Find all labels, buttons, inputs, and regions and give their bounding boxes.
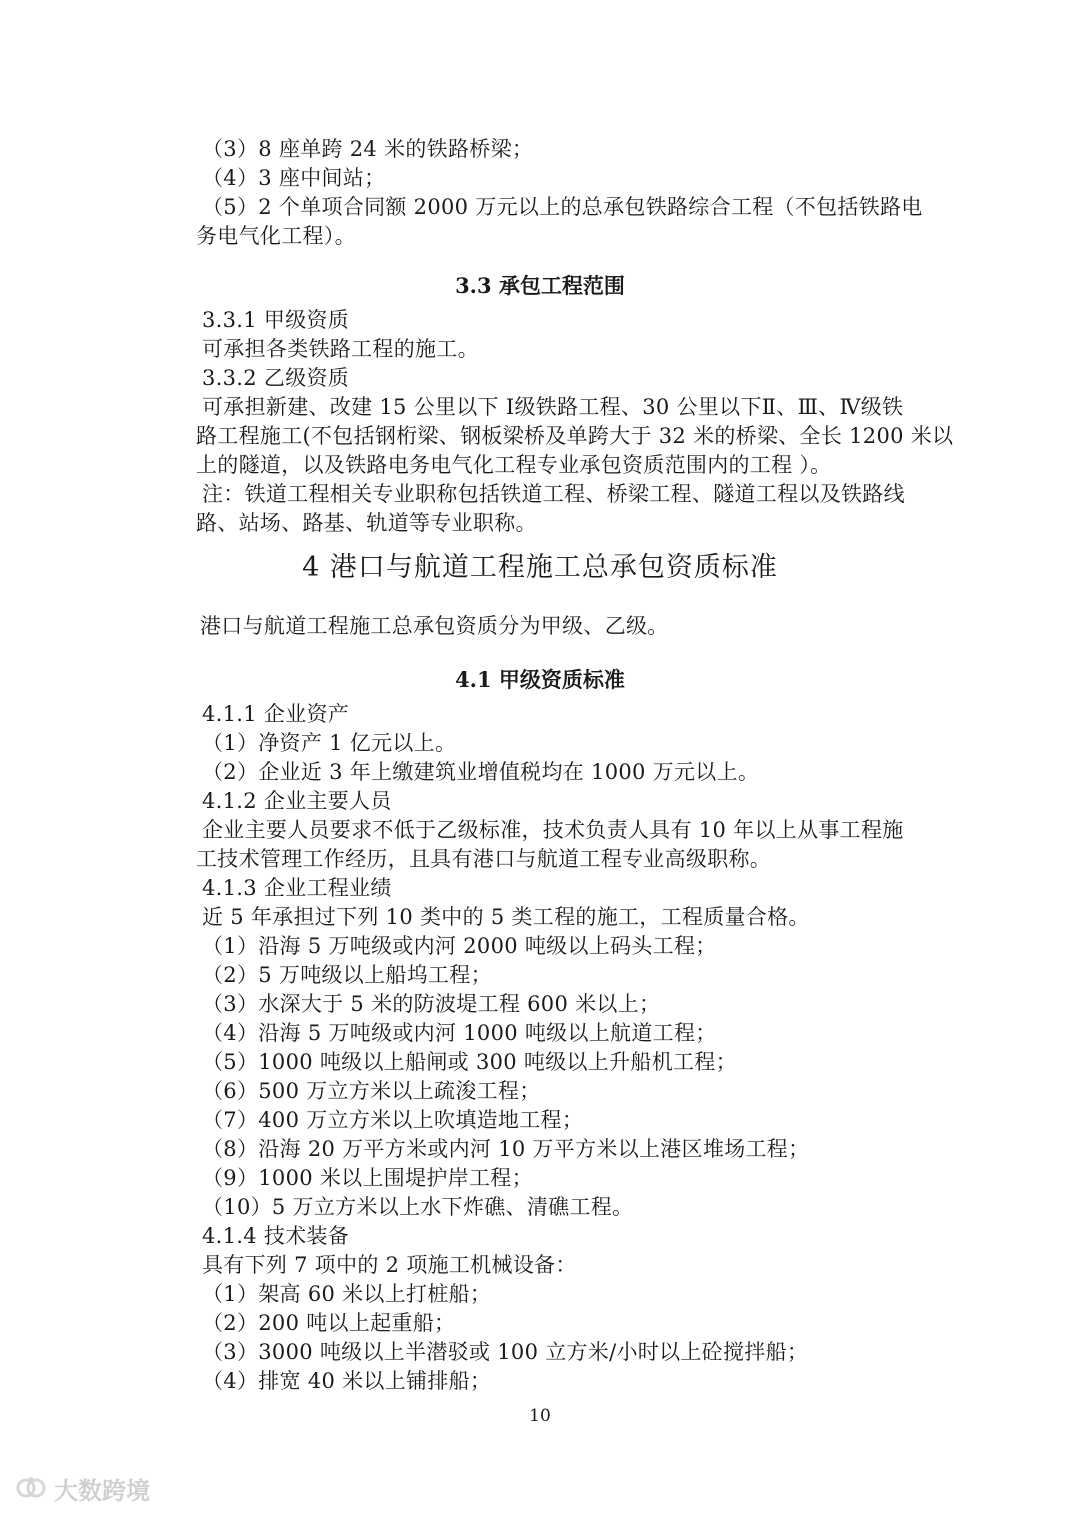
list-item: （4）3 座中间站； [202,166,386,190]
list-item: （9）1000 米以上围堤护岸工程； [202,1166,533,1190]
list-item: （10）5 万立方米以上水下炸礁、清礁工程。 [202,1195,634,1219]
list-item: （1）架高 60 米以上打桩船； [202,1282,492,1306]
section-heading-4-1: 4.1 甲级资质标准 [455,667,625,692]
paragraph-line: 上的隧道，以及铁路电务电气化工程专业承包资质范围内的工程 ）。 [196,453,832,477]
section-heading-3-3: 3.3 承包工程范围 [455,273,625,298]
paragraph-line: 路工程施工(不包括钢桁梁、钢板梁桥及单跨大于 32 米的桥梁、全长 1200 米以 [196,424,954,448]
paragraph-line: 具有下列 7 项中的 2 项施工机械设备： [202,1253,577,1277]
subsection-heading: 4.1.1 企业资产 [202,702,350,726]
list-item: （3）3000 吨级以上半潜驳或 100 立方米/小时以上砼搅拌船； [202,1340,809,1364]
watermark-text: 大数跨境 [54,1476,150,1505]
list-item: （3）8 座单跨 24 米的铁路桥梁； [202,137,534,161]
list-item: （2）企业近 3 年上缴建筑业增值税均在 1000 万元以上。 [202,760,760,784]
list-item: （6）500 万立方米以上疏浚工程； [202,1079,541,1103]
list-item: （4）沿海 5 万吨级或内河 1000 吨级以上航道工程； [202,1021,717,1045]
chapter-intro: 港口与航道工程施工总承包资质分为甲级、乙级。 [200,614,669,638]
list-item: （7）400 万立方米以上吹填造地工程； [202,1108,584,1132]
subsection-heading: 3.3.1 甲级资质 [202,308,350,332]
paragraph-line: 企业主要人员要求不低于乙级标准，技术负责人具有 10 年以上从事工程施 [202,818,904,842]
list-item: （3）水深大于 5 米的防波堤工程 600 米以上； [202,992,661,1016]
list-item: （5）2 个单项合同额 2000 万元以上的总承包铁路综合工程（不包括铁路电 [202,195,923,219]
paragraph-line: 可承担新建、改建 15 公里以下 Ⅰ级铁路工程、30 公里以下Ⅱ、Ⅲ、Ⅳ级铁 [202,395,904,419]
watermark-logo-icon [14,1471,48,1505]
list-item-continuation: 务电气化工程）。 [196,224,356,248]
subsection-heading: 4.1.4 技术装备 [202,1224,350,1248]
list-item: （2）5 万吨级以上船坞工程； [202,963,492,987]
list-item: （8）沿海 20 万平方米或内河 10 万平方米以上港区堆场工程； [202,1137,810,1161]
paragraph-line: 可承担各类铁路工程的施工。 [202,337,479,361]
list-item: （1）净资产 1 亿元以上。 [202,731,457,755]
chapter-heading-4: 4 港口与航道工程施工总承包资质标准 [302,552,778,583]
note-line: 注：铁道工程相关专业职称包括铁道工程、桥梁工程、隧道工程以及铁路线 [202,482,905,506]
list-item: （2）200 吨以上起重船； [202,1311,456,1335]
watermark [14,1470,150,1506]
subsection-heading: 4.1.2 企业主要人员 [202,789,392,813]
subsection-heading: 3.3.2 乙级资质 [202,366,350,390]
subsection-heading: 4.1.3 企业工程业绩 [202,876,392,900]
list-item: （5）1000 吨级以上船闸或 300 吨级以上升船机工程； [202,1050,737,1074]
list-item: （1）沿海 5 万吨级或内河 2000 吨级以上码头工程； [202,934,717,958]
page-number: 10 [529,1406,551,1426]
note-line: 路、站场、路基、轨道等专业职称。 [196,511,537,535]
list-item: （4）排宽 40 米以上铺排船； [202,1369,492,1393]
paragraph-line: 近 5 年承担过下列 10 类中的 5 类工程的施工，工程质量合格。 [202,905,810,929]
paragraph-line: 工技术管理工作经历，且具有港口与航道工程专业高级职称。 [196,847,772,871]
